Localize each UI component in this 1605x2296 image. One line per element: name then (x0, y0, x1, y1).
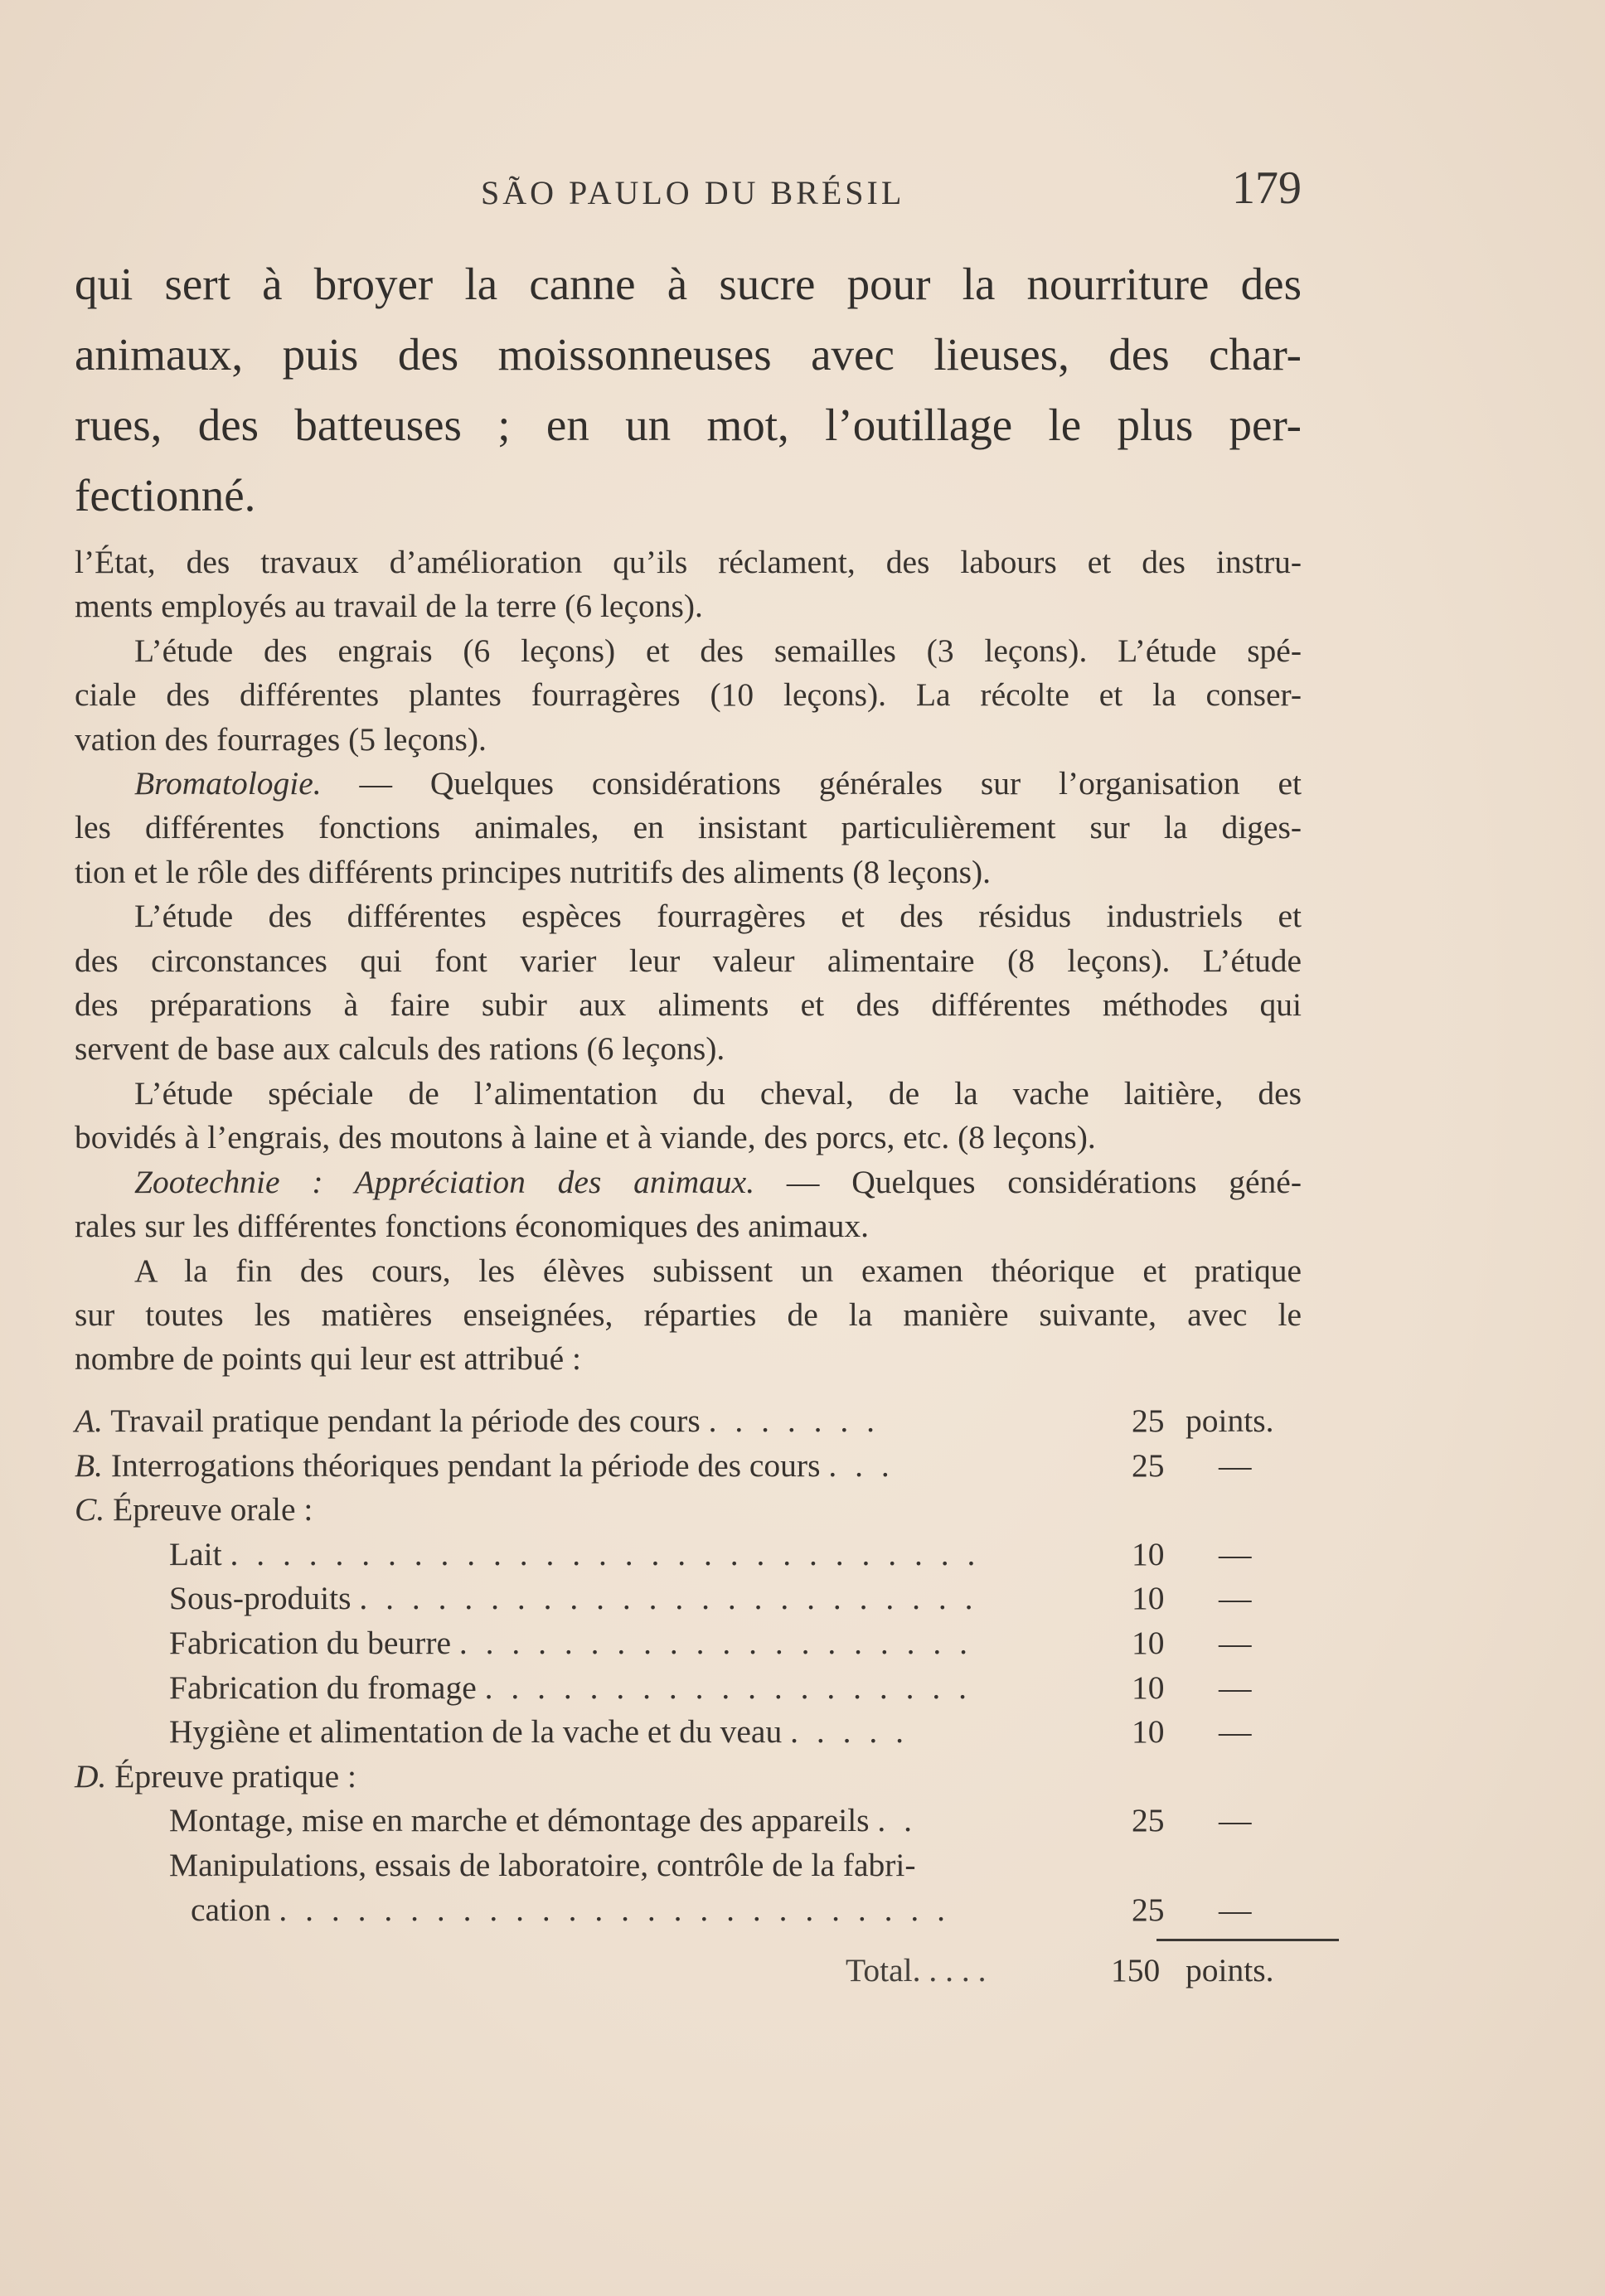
text-line: rales sur les différentes fonctions économiques des animaux. (75, 1208, 869, 1245)
paragraph-fertilizers (75, 629, 1302, 762)
leader-dots: . . . . . . . . . . . . . . . . . . . . . . . . (359, 1580, 978, 1617)
grade-label (75, 1488, 313, 1533)
text-line (75, 762, 1302, 806)
grade-row-c2 (75, 1577, 1302, 1621)
grade-letter: A. (75, 1402, 104, 1439)
paragraph-exam (75, 1249, 1302, 1382)
grade-label (169, 1621, 972, 1666)
text-line: L’étude des différentes espèces fourragères et des résidus industriels et (134, 898, 1302, 935)
leader-dots: . . . . . (790, 1713, 909, 1751)
ditto-dash: — (1219, 1446, 1252, 1484)
lead-line: fectionné. (75, 470, 256, 521)
total-unit: points. (1186, 1952, 1274, 1989)
text-line: des circonstances qui font varier leur valeur alimentaire (8 leçons). L’étude (75, 942, 1302, 979)
leader-dots: . . (877, 1802, 918, 1839)
grade-row-a (75, 1399, 1302, 1444)
page-number: 179 (1232, 162, 1302, 214)
grade-points: 25 (1132, 1802, 1165, 1839)
text-line: les différentes fonctions animales, en insistant particulièrement sur la diges- (75, 809, 1302, 846)
grade-points: 10 (1132, 1713, 1165, 1751)
total-points: 150 (1111, 1952, 1161, 1989)
text-line: ments employés au travail de la terre (6 leçons). (75, 588, 703, 625)
leader-dots: . . . . . . . . . . . . . . . . . . . . . . . . . . (279, 1891, 951, 1928)
lead-line: qui sert à broyer la canne à sucre pour la nourriture des (75, 259, 1302, 309)
grade-text: Fabrication du fromage (169, 1669, 477, 1706)
grade-row-c3 (75, 1621, 1302, 1666)
text-fragment: — Quelques considérations générales sur l’organisation et (321, 765, 1302, 802)
leader-dots: . . . . . . . . . . . . . . . . . . . . (458, 1624, 973, 1661)
ditto-dash: — (1219, 1535, 1252, 1572)
text-line: sur toutes les matières enseignées, réparties de la manière suivante, avec le (75, 1296, 1302, 1333)
lead-paragraph (75, 249, 1302, 530)
grade-label (169, 1666, 972, 1711)
text-line: l’État, des travaux d’amélioration qu’ils réclament, des labours et des instru- (75, 544, 1302, 580)
text-line: tion et le rôle des différents principes nutritifs des aliments (8 leçons). (75, 853, 991, 890)
lead-line: animaux, puis des moissonneuses avec lieuses, des char- (75, 329, 1302, 380)
section-title-zootechnie: Zootechnie : Appréciation des animaux. (134, 1163, 755, 1200)
grade-label: Manipulations, essais de laboratoire, contrôle de la fabri- (169, 1846, 916, 1883)
grading-table (75, 1399, 1302, 1993)
grade-row-c1 (75, 1533, 1302, 1577)
grade-points: 10 (1132, 1535, 1165, 1572)
paragraph-fodder-species (75, 894, 1302, 1072)
text-line: L’étude spéciale de l’alimentation du cheval, de la vache laitière, des (134, 1074, 1302, 1112)
paragraph-feeding (75, 1072, 1302, 1160)
grade-unit: points. (1186, 1402, 1274, 1439)
grade-text: Interrogations théoriques pendant la période des cours (110, 1446, 821, 1484)
leader-dots: . . . . . . . (708, 1402, 880, 1439)
section-title-bromatologie: Bromatologie. (134, 765, 322, 802)
paragraph-bromatology (75, 762, 1302, 894)
grade-letter: B. (75, 1446, 104, 1484)
lead-line: rues, des batteuses ; en un mot, l’outillage le plus per- (75, 400, 1302, 450)
ditto-dash: — (1219, 1580, 1252, 1617)
sum-rule (1156, 1939, 1339, 1941)
grade-label (169, 1577, 977, 1621)
grade-text: cation (191, 1891, 271, 1928)
text-line: ciale des différentes plantes fourragères (10 leçons). La récolte et la conser- (75, 676, 1302, 714)
ditto-dash: — (1219, 1713, 1252, 1751)
text-line: bovidés à l’engrais, des moutons à laine et à viande, des porcs, etc. (8 leçons). (75, 1119, 1096, 1156)
text-line: vation des fourrages (5 leçons). (75, 720, 487, 758)
text-line: L’étude des engrais (6 leçons) et des semailles (3 leçons). L’étude spé- (134, 632, 1302, 669)
grade-points: 25 (1132, 1446, 1165, 1484)
grade-text: Hygiène et alimentation de la vache et du veau (169, 1713, 783, 1751)
grade-label (169, 1710, 909, 1755)
grade-label (75, 1755, 356, 1800)
grade-row-b (75, 1444, 1302, 1489)
grade-points: 25 (1132, 1402, 1165, 1439)
text-line (75, 1160, 1302, 1204)
leader-dots: . . . . . . . . . . . . . . . . . . . . . . . . . . . . . (230, 1535, 981, 1572)
grade-text: Épreuve orale : (113, 1491, 313, 1528)
grade-letter: C. (75, 1491, 105, 1528)
running-title: SÃO PAULO DU BRÉSIL (481, 174, 905, 211)
ditto-dash: — (1219, 1669, 1252, 1706)
grade-points: 10 (1132, 1580, 1165, 1617)
paragraph-soil-work (75, 540, 1302, 629)
leader-dots: . . . . . . . . . . . . . . . . . . . (484, 1669, 972, 1706)
paragraph-zootechnie (75, 1160, 1302, 1249)
grade-label (191, 1888, 950, 1933)
grade-text: Montage, mise en marche et démontage des appareils (169, 1802, 870, 1839)
grade-label (169, 1533, 980, 1577)
text-line: des préparations à faire subir aux aliments et des différentes méthodes qui (75, 986, 1302, 1024)
grade-row-c (75, 1488, 1302, 1533)
grade-row-d2-cont (75, 1888, 1302, 1933)
grade-points: 10 (1132, 1669, 1165, 1706)
grade-text: Sous-produits (169, 1580, 352, 1617)
grade-label (169, 1799, 917, 1843)
grade-row-total (75, 1949, 1302, 1993)
body-text (75, 540, 1302, 1382)
grade-label (75, 1444, 895, 1489)
grade-row-c5 (75, 1710, 1302, 1755)
text-line: servent de base aux calculs des rations (6 leçons). (75, 1030, 725, 1068)
grade-text: Lait (169, 1535, 222, 1572)
grade-row-d2 (75, 1843, 1302, 1888)
ditto-dash: — (1219, 1802, 1252, 1839)
grade-text: Fabrication du beurre (169, 1624, 452, 1661)
page-header (75, 162, 1302, 220)
text-line: nombre de points qui leur est attribué : (75, 1340, 582, 1378)
grade-row-d1 (75, 1799, 1302, 1843)
grade-row-d (75, 1755, 1302, 1800)
leader-dots: . . . (828, 1446, 895, 1484)
grade-letter: D. (75, 1757, 107, 1795)
ditto-dash: — (1219, 1624, 1252, 1661)
grade-text: Épreuve pratique : (114, 1757, 357, 1795)
total-label: Total. . . . . (846, 1952, 987, 1989)
ditto-dash: — (1219, 1891, 1252, 1928)
grade-points: 10 (1132, 1624, 1165, 1661)
grade-points: 25 (1132, 1891, 1165, 1928)
grade-row-c4 (75, 1666, 1302, 1711)
grade-text: Travail pratique pendant la période des cours (110, 1402, 701, 1439)
text-line: A la fin des cours, les élèves subissent un examen théorique et pratique (134, 1252, 1302, 1289)
grade-label (75, 1399, 880, 1444)
sum-rule-row (75, 1932, 1302, 1949)
text-fragment: — Quelques considérations géné- (754, 1163, 1302, 1200)
